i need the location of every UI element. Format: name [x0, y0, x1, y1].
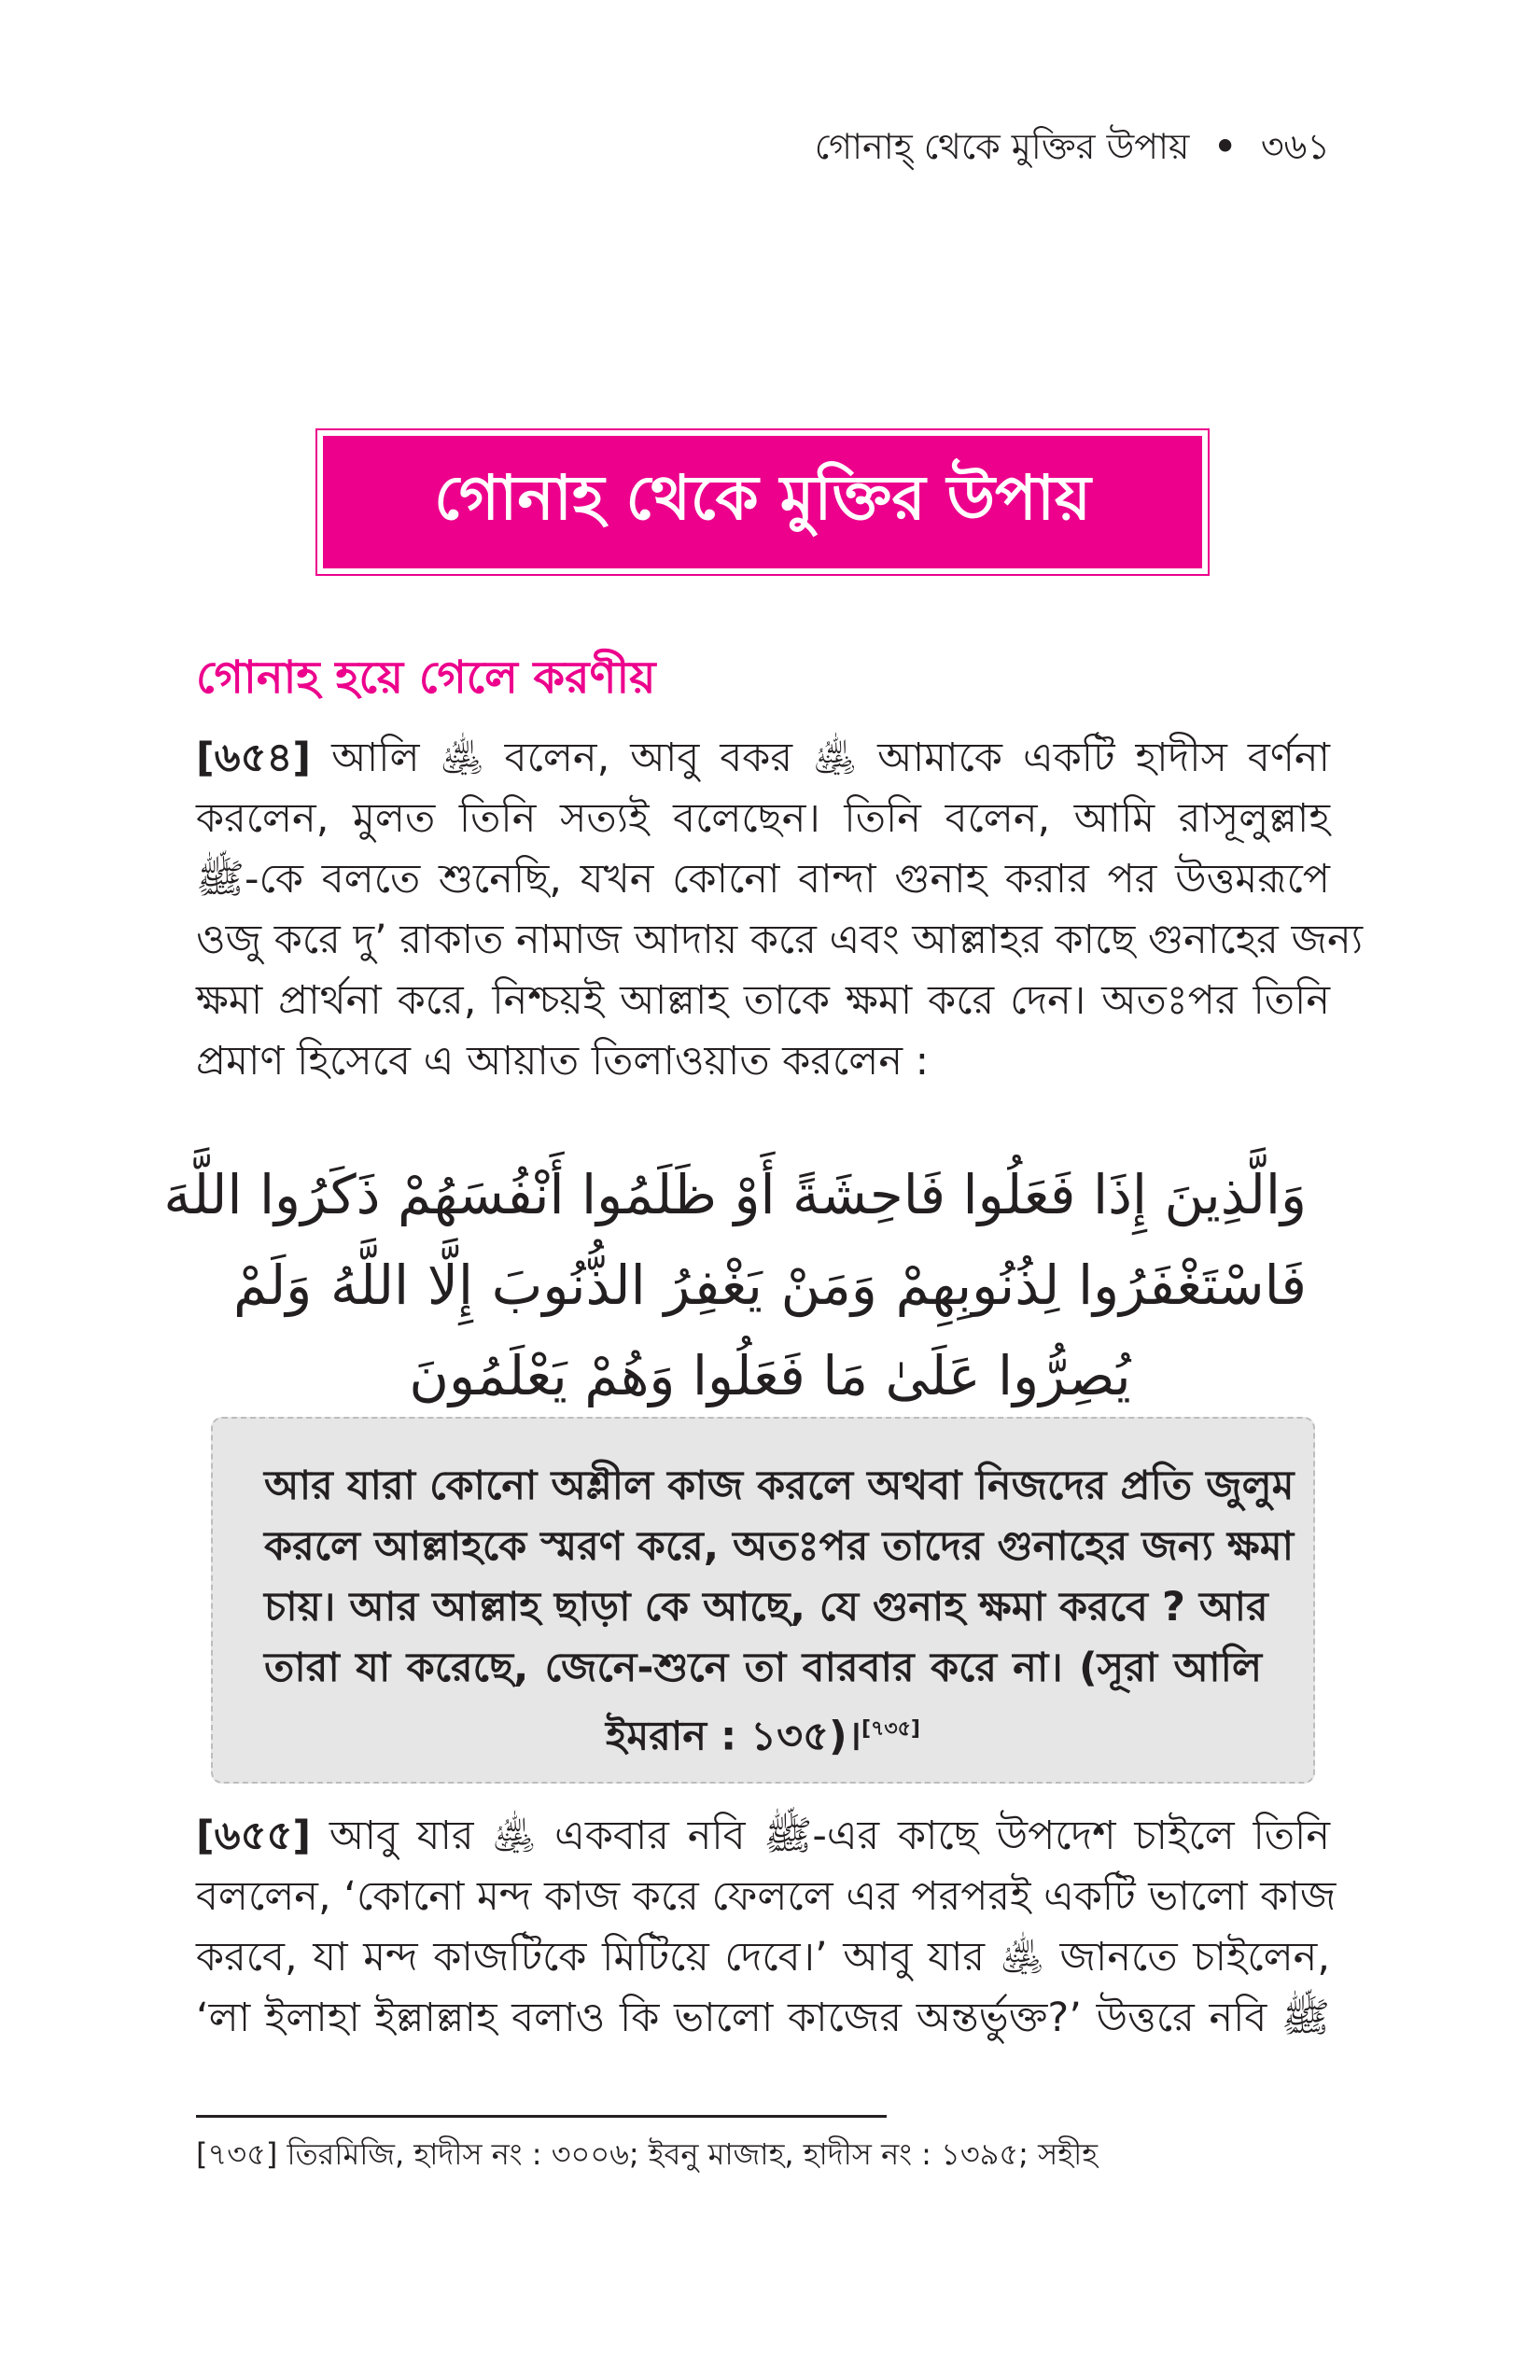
hadith-line: ‘লা ইলাহা ইল্লাল্লাহ বলাও কি ভালো কাজের অন্তর্ভুক্ত?’ উত্তরে নবি ﷺ: [196, 1995, 1330, 2041]
hadith-number: [৬৫৪]: [196, 735, 312, 781]
hadith-line: করবে, যা মন্দ কাজটিকে মিটিয়ে দেবে।’ আবু যার ﵁ জানতে চাইলেন,: [196, 1934, 1330, 1981]
hadith-655: [196, 1806, 1337, 2049]
line-text: ইমরান : ১৩৫)।: [606, 1713, 861, 1760]
running-title: গোনাহ্ থেকে মুক্তির উপায়: [814, 126, 1190, 167]
hadith-line: প্রমাণ হিসেবে এ আয়াত তিলাওয়াত করলেন :: [196, 1038, 930, 1085]
translation-box: [211, 1417, 1315, 1784]
hadith-line: বললেন, ‘কোনো মন্দ কাজ করে ফেললে এর পরপরই একটি ভালো কাজ: [196, 1873, 1337, 1920]
section-subheading: গোনাহ হয়ে গেলে করণীয়: [196, 651, 656, 704]
hadith-number: [৬৫৫]: [196, 1813, 312, 1859]
hadith-line: ﷺ-কে বলতে শুনেছি, যখন কোনো বান্দা গুনাহ করার পর উত্তমরূপে: [196, 856, 1330, 903]
ayah-line: يُصِرُّوا عَلَىٰ مَا فَعَلُوا وَهُمْ يَعْلَمُونَ: [409, 1344, 1131, 1407]
running-header: [815, 119, 1330, 179]
page-number: ৩৬১: [1260, 126, 1330, 167]
hadith-line: ক্ষমা প্রার্থনা করে, নিশ্চয়ই আল্লাহ তাকে ক্ষমা করে দেন। অতঃপর তিনি: [196, 977, 1330, 1024]
ayah-line: فَاسْتَغْفَرُوا لِذُنُوبِهِمْ وَمَنْ يَغْفِرُ الذُّنُوبَ إِلَّا اللَّهُ وَلَمْ: [233, 1253, 1307, 1317]
chapter-banner: [315, 428, 1210, 576]
translation-line: চায়। আর আল্লাহ ছাড়া কে আছে, যে গুনাহ ক্ষমা করবে ? আর: [264, 1584, 1268, 1631]
hadith-line: [196, 728, 1330, 789]
footnote-ref[interactable]: [৭৩৫]: [861, 1717, 920, 1741]
translation-line: করলে আল্লাহকে স্মরণ করে, অতঃপর তাদের গুনাহের জন্য ক্ষমা: [264, 1523, 1295, 1570]
chapter-title: গোনাহ থেকে মুক্তির উপায়: [323, 436, 1202, 568]
hadith-654: [196, 728, 1364, 1092]
header-separator: •: [1213, 126, 1237, 167]
hadith-line: [196, 1806, 1330, 1867]
translation-line: তারা যা করেছে, জেনে-শুনে তা বারবার করে না। (সূরা আলি: [264, 1645, 1262, 1691]
line-text: আবু যার ﵁ একবার নবি ﷺ-এর কাছে উপদেশ চাইলে তিনি: [311, 1813, 1330, 1859]
quran-ayah: [163, 1150, 1307, 1421]
translation-line: আর যারা কোনো অশ্লীল কাজ করলে অথবা নিজদের প্রতি জুলুম: [264, 1463, 1295, 1509]
footnote-divider: [196, 2115, 887, 2118]
translation-line: [264, 1699, 1262, 1759]
ayah-line: وَالَّذِينَ إِذَا فَعَلُوا فَاحِشَةً أَوْ ظَلَمُوا أَنْفُسَهُمْ ذَكَرُوا اللَّهَ: [163, 1163, 1307, 1226]
hadith-line: ওজু করে দু’ রাকাত নামাজ আদায় করে এবং আল্লাহর কাছে গুনাহের জন্য: [196, 917, 1364, 963]
footnote: [৭৩৫] তিরমিজি, হাদীস নং : ৩০০৬; ইবনু মাজাহ, হাদীস নং : ১৩৯৫; সহীহ: [196, 2136, 1099, 2172]
hadith-line: করলেন, মুলত তিনি সত্যই বলেছেন। তিনি বলেন, আমি রাসূলুল্লাহ: [196, 795, 1330, 842]
line-text: আলি ﵁ বলেন, আবু বকর ﵁ আমাকে একটি হাদীস বর্ণনা: [311, 735, 1330, 781]
